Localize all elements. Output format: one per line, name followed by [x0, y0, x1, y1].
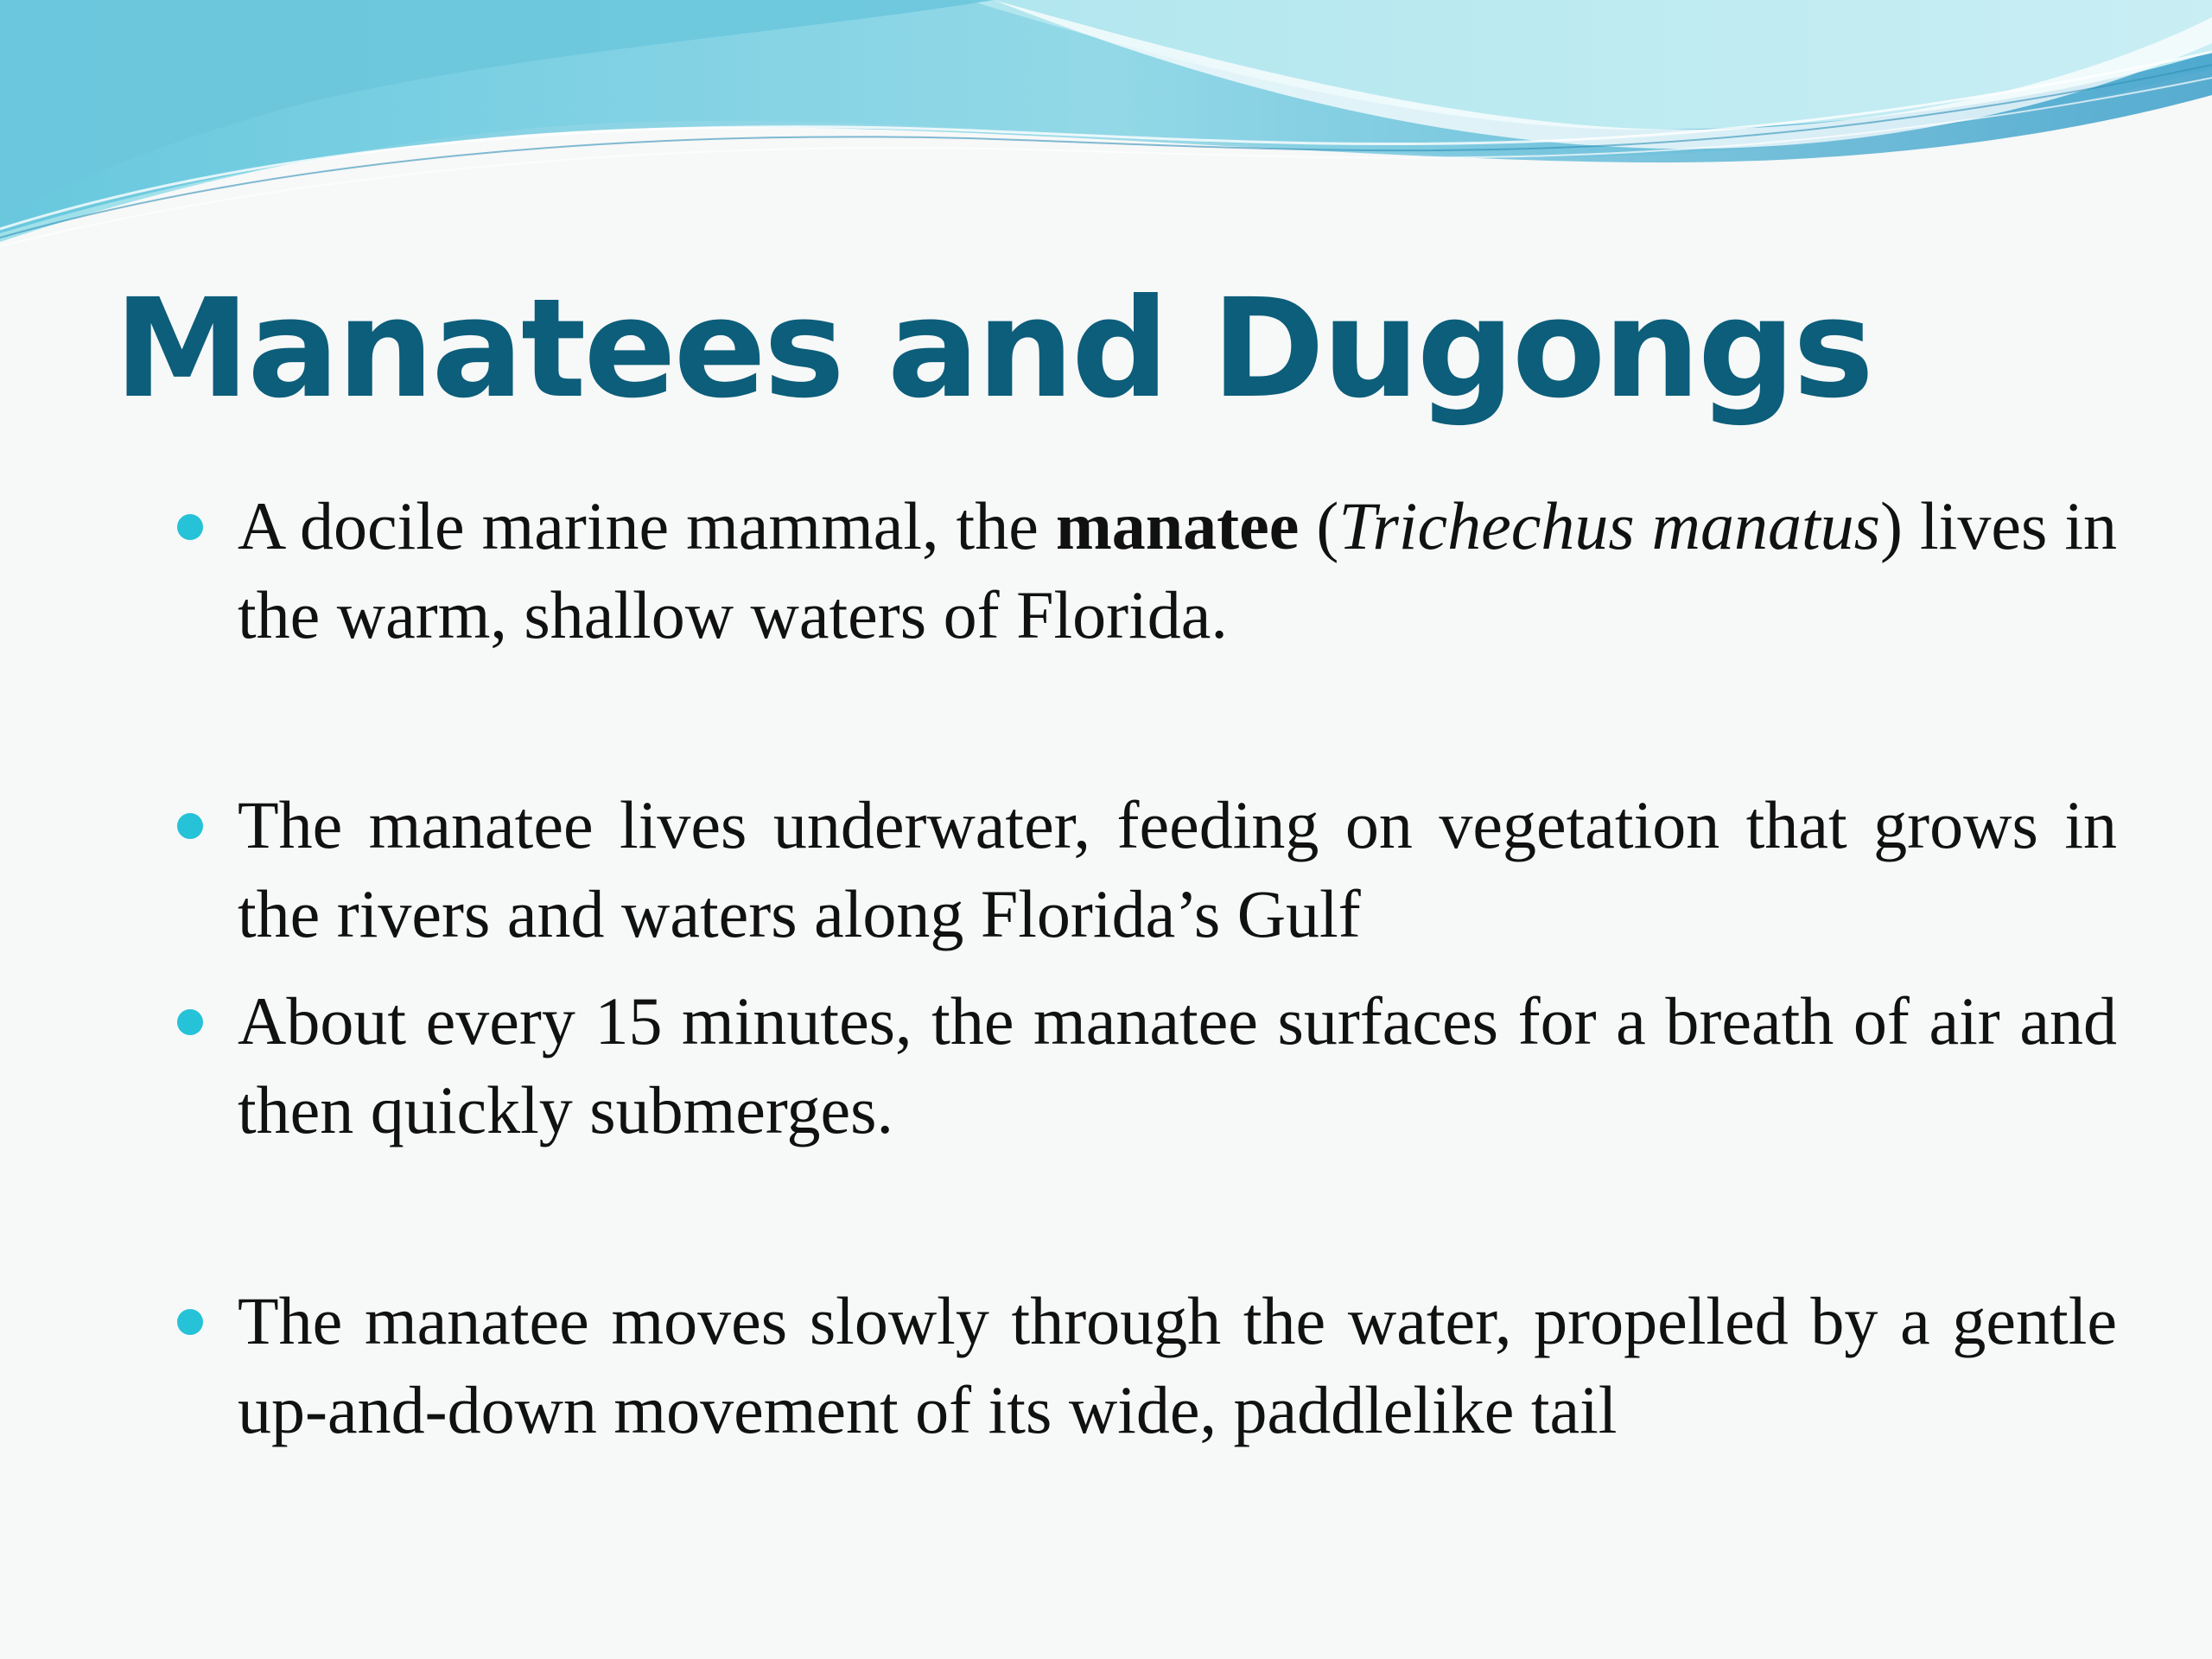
bullet-text-italic: Trichechus manatus [1338, 488, 1881, 563]
slide-title: Manatees and Dugongs [114, 270, 1872, 429]
bullet-text-segment: ) lives in the warm, shallow waters of Florida. [238, 488, 2117, 652]
bullet-dot-icon [177, 1309, 203, 1335]
bullet-item [173, 481, 2117, 659]
bullet-text [238, 481, 2117, 659]
bullet-text: The manatee lives underwater, feeding on vegetation that grows in the rivers and waters along Florida’s Gulf [238, 787, 2117, 951]
bullet-dot-icon [177, 813, 203, 839]
bullet-text-segment: A docile marine mammal, the [238, 488, 1056, 563]
bullet-item [173, 780, 2117, 958]
bullet-text-segment: ( [1299, 488, 1339, 563]
bullet-item [173, 976, 2117, 1154]
bullet-item [173, 1276, 2117, 1454]
bullet-dot-icon [177, 1009, 203, 1035]
header-wave-decoration [0, 0, 2212, 259]
bullet-text: The manatee moves slowly through the water, propelled by a gentle up-and-down movement of its wide, paddlelike tail [238, 1283, 2117, 1447]
bullet-text: About every 15 minutes, the manatee surfaces for a breath of air and then quickly submerges. [238, 983, 2117, 1147]
bullet-text-bold: manatee [1055, 488, 1300, 563]
bullet-dot-icon [177, 514, 203, 540]
